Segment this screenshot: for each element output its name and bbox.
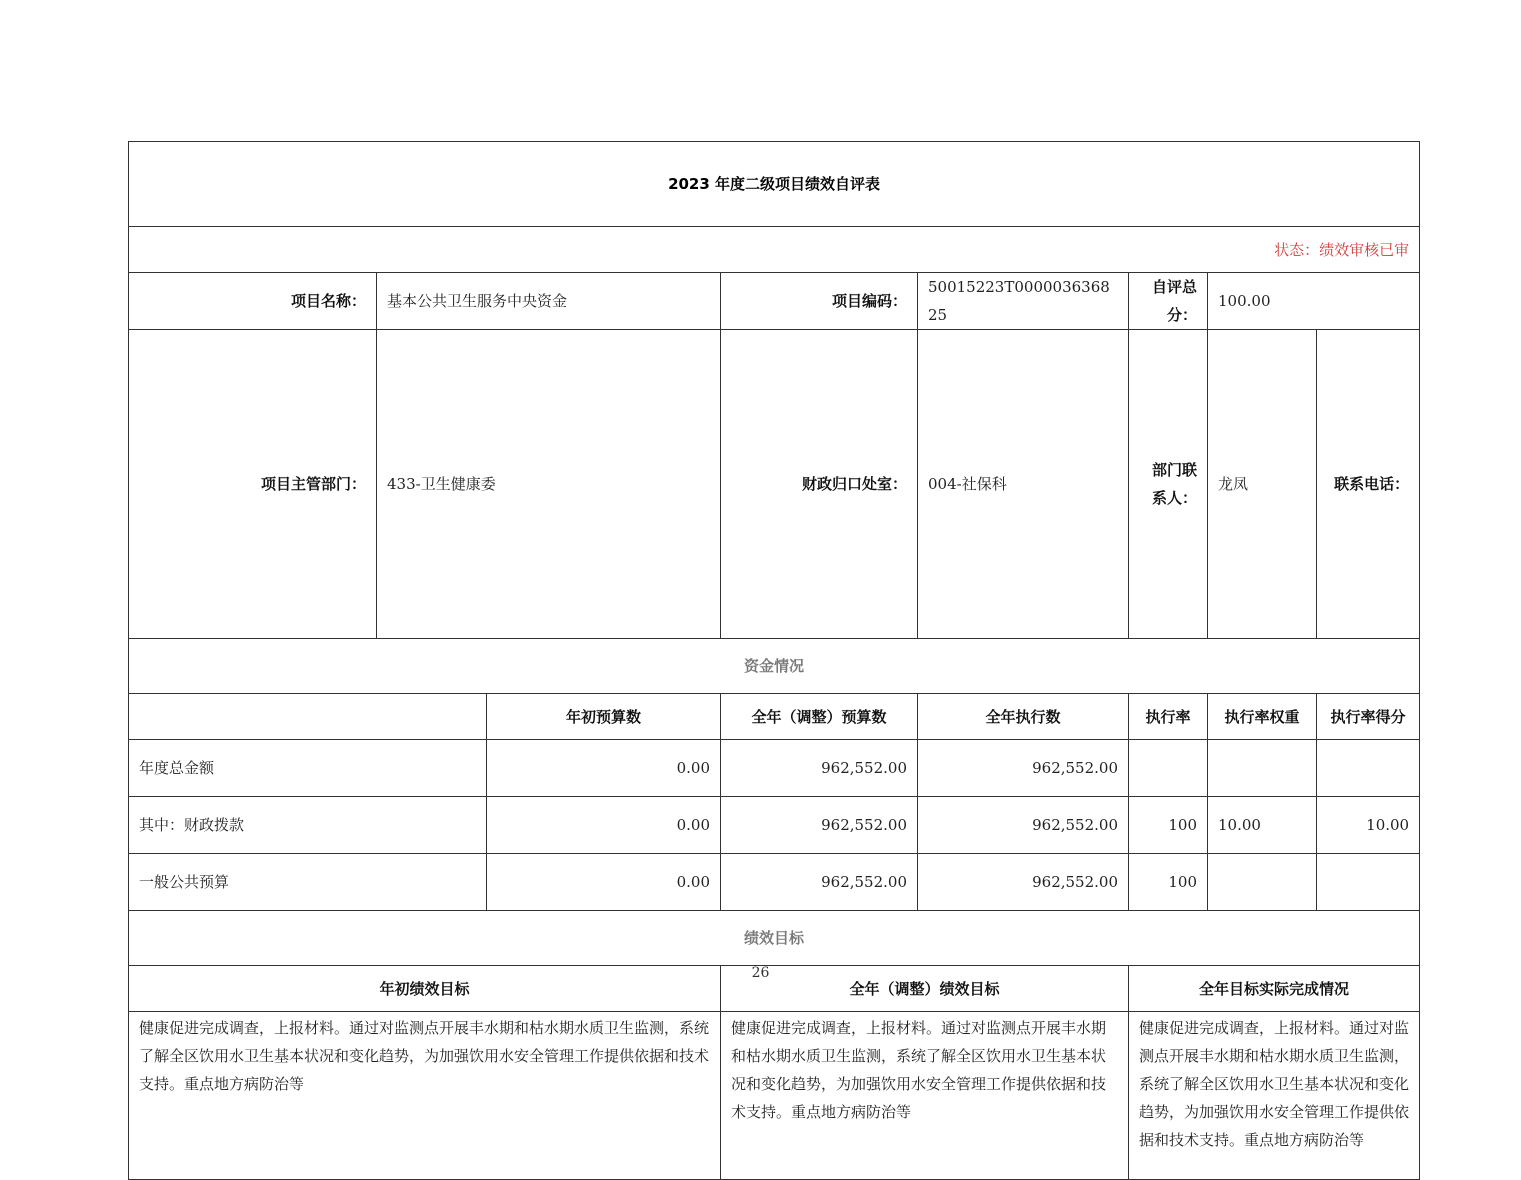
funds-row-adjusted: 962,552.00 [721,797,918,854]
funds-header-adjusted: 全年（调整）预算数 [721,694,918,740]
funds-row-executed: 962,552.00 [918,797,1129,854]
goals-header-initial: 年初绩效目标 [129,966,721,1012]
project-code-value: 50015223T000003636825 [918,273,1129,330]
funds-header-weight: 执行率权重 [1208,694,1317,740]
funds-row-initial: 0.00 [487,740,721,797]
finance-label: 财政归口处室： [721,330,918,639]
table-row [129,740,1420,797]
dept-value: 433-卫生健康委 [377,330,721,639]
funds-row-initial: 0.00 [487,797,721,854]
funds-row-score: 10.00 [1317,797,1420,854]
funds-row-weight [1208,740,1317,797]
funds-row-score [1317,854,1420,911]
funds-row-rate [1129,740,1208,797]
goals-adjusted-text: 健康促进完成调查，上报材料。通过对监测点开展丰水期和枯水期水质卫生监测，系统了解全区饮用水卫生基本状况和变化趋势，为加强饮用水安全管理工作提供依据和技术支持。重点地方病防治等 [721,1012,1129,1180]
funds-row-label: 年度总金额 [129,740,487,797]
funds-row-adjusted: 962,552.00 [721,740,918,797]
page-number: 26 [751,965,770,981]
score-value: 100.00 [1208,273,1420,330]
performance-form-table [128,141,1420,1180]
funds-header-initial: 年初预算数 [487,694,721,740]
funds-section-title: 资金情况 [129,639,1420,694]
goals-section-title: 绩效目标 [129,911,1420,966]
finance-value: 004-社保科 [918,330,1129,639]
project-name-value: 基本公共卫生服务中央资金 [377,273,721,330]
goals-header-actual: 全年目标实际完成情况 [1129,966,1420,1012]
funds-header-score: 执行率得分 [1317,694,1420,740]
funds-row-label: 一般公共预算 [129,854,487,911]
funds-row-rate: 100 [1129,797,1208,854]
project-name-label: 项目名称： [129,273,377,330]
table-row [129,797,1420,854]
funds-header-executed: 全年执行数 [918,694,1129,740]
goals-header-adjusted: 全年（调整）绩效目标 [721,966,1129,1012]
contact-label: 部门联系人： [1129,330,1208,639]
funds-row-initial: 0.00 [487,854,721,911]
score-label: 自评总分： [1129,273,1208,330]
funds-header-rate: 执行率 [1129,694,1208,740]
dept-label: 项目主管部门： [129,330,377,639]
funds-row-rate: 100 [1129,854,1208,911]
funds-row-weight: 10.00 [1208,797,1317,854]
phone-label: 联系电话： [1317,330,1420,639]
form-title: 2023 年度二级项目绩效自评表 [129,142,1420,227]
goals-actual-text: 健康促进完成调查，上报材料。通过对监测点开展丰水期和枯水期水质卫生监测，系统了解全区饮用水卫生基本状况和变化趋势，为加强饮用水安全管理工作提供依据和技术支持。重点地方病防治等 [1129,1012,1420,1180]
project-code-label: 项目编码： [721,273,918,330]
funds-header-blank [129,694,487,740]
status-badge: 状态：绩效审核已审 [129,227,1420,273]
funds-row-adjusted: 962,552.00 [721,854,918,911]
funds-row-label: 其中：财政拨款 [129,797,487,854]
funds-row-executed: 962,552.00 [918,854,1129,911]
funds-row-score [1317,740,1420,797]
funds-row-weight [1208,854,1317,911]
contact-value: 龙凤 [1208,330,1317,639]
table-row [129,854,1420,911]
goals-initial-text: 健康促进完成调查，上报材料。通过对监测点开展丰水期和枯水期水质卫生监测，系统了解全区饮用水卫生基本状况和变化趋势，为加强饮用水安全管理工作提供依据和技术支持。重点地方病防治等 [129,1012,721,1180]
funds-row-executed: 962,552.00 [918,740,1129,797]
